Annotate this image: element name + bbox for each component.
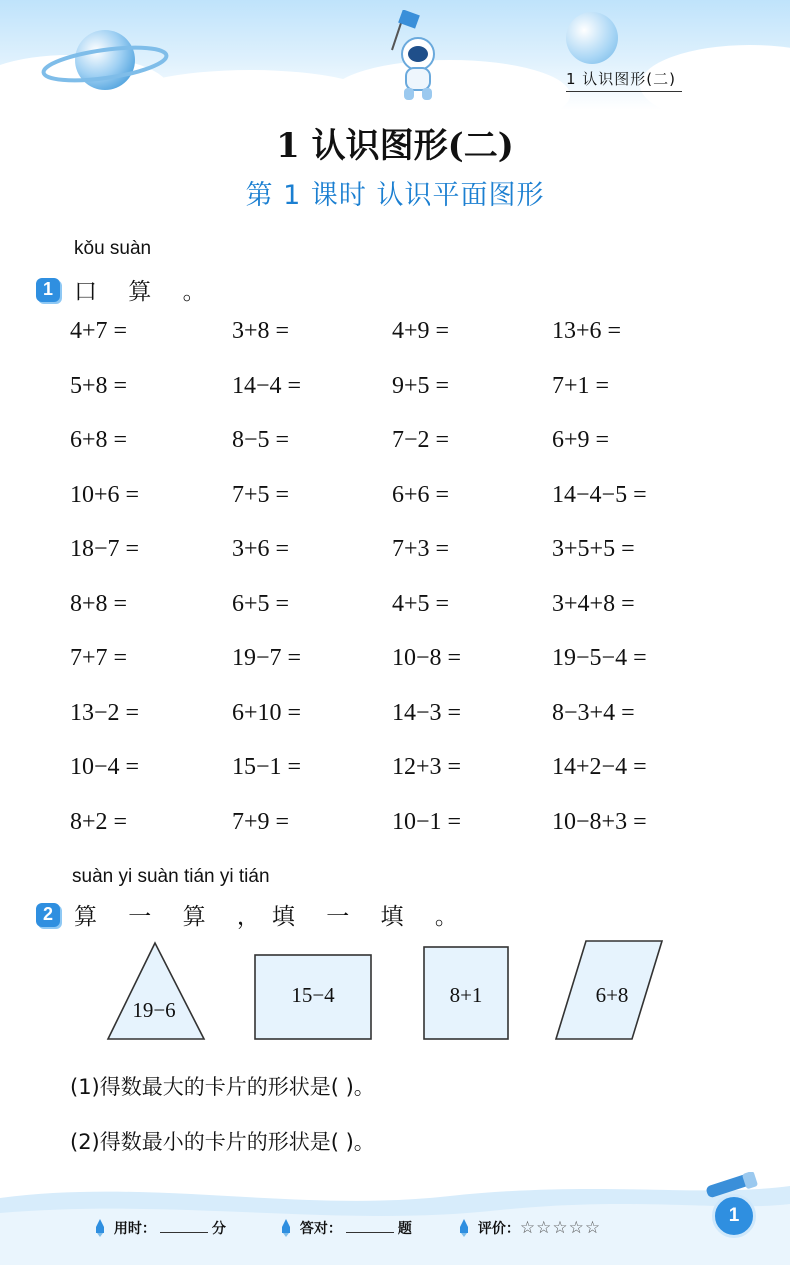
equation-item[interactable]: 13−2 = — [70, 699, 140, 726]
equation-item[interactable]: 10−4 = — [70, 754, 140, 780]
triangle-card — [108, 943, 204, 1039]
equation-item[interactable]: 12+3 = — [392, 754, 462, 780]
equation-item[interactable]: 7+3 = — [392, 536, 450, 562]
section2-heading — [36, 898, 470, 931]
equation-item[interactable]: 5+8 = — [70, 372, 128, 399]
lesson-subtitle: 第 1 课时 认识平面图形 — [245, 180, 545, 211]
correct-blank[interactable] — [346, 1220, 394, 1233]
section1-heading — [36, 273, 218, 306]
equation-item[interactable]: 14−3 = — [392, 699, 462, 726]
equation-item[interactable]: 6+10 = — [232, 699, 302, 726]
equation-item[interactable]: 9+5 = — [392, 372, 450, 399]
equation-item[interactable]: 4+5 = — [392, 590, 450, 617]
equation-item[interactable]: 18−7 = — [70, 536, 140, 562]
running-head: 1 认识图形(二) — [566, 68, 682, 92]
parallelogram-card-expr: 6+8 — [595, 983, 629, 1007]
equation-item[interactable]: 8−5 = — [232, 427, 290, 453]
page-title: 1 认识图形(二) — [276, 126, 514, 166]
section2-number-badge: 2 — [36, 903, 60, 927]
page-number: 1 — [712, 1194, 756, 1238]
section1-pinyin: kǒu suàn — [74, 238, 152, 259]
equation-item[interactable]: 15−1 = — [232, 754, 302, 780]
equation-item[interactable]: 14+2−4 = — [552, 754, 647, 780]
footer-time-label: 用时： — [113, 1221, 156, 1237]
section1-title: 口 算 。 — [74, 279, 218, 305]
equation-item[interactable]: 3+4+8 = — [552, 590, 635, 617]
equation-item[interactable]: 6+6 = — [392, 481, 450, 508]
rocket-icon — [280, 1219, 292, 1237]
rocket-icon — [94, 1219, 106, 1237]
equation-item[interactable]: 7+5 = — [232, 481, 290, 508]
equation-item[interactable]: 4+7 = — [70, 318, 128, 344]
moon-icon — [566, 12, 618, 64]
footer-time — [94, 1218, 226, 1238]
footer-rating-label: 评价： — [477, 1221, 520, 1237]
equation-item[interactable]: 7+7 = — [70, 645, 128, 671]
equation-item[interactable]: 7−2 = — [392, 427, 450, 453]
square-card-expr: 8+1 — [449, 983, 483, 1007]
equation-item[interactable]: 19−7 = — [232, 645, 302, 671]
planet-icon — [40, 18, 170, 100]
equation-item[interactable]: 7+9 = — [232, 808, 290, 835]
triangle-card-expr: 19−6 — [132, 998, 176, 1022]
equation-item[interactable]: 8+8 = — [70, 590, 128, 617]
equation-item[interactable]: 10−8+3 = — [552, 808, 647, 835]
equation-item[interactable]: 10−1 = — [392, 808, 462, 835]
equation-item[interactable]: 3+5+5 = — [552, 536, 635, 562]
section1-number-badge: 1 — [36, 278, 60, 302]
rating-stars[interactable]: ☆☆☆☆☆ — [519, 1218, 602, 1238]
equation-item[interactable]: 10+6 = — [70, 481, 140, 508]
astronaut-icon — [382, 10, 446, 106]
equation-item[interactable]: 7+1 = — [552, 372, 610, 399]
section2-title: 算 一 算 ，填 一 填 。 — [74, 904, 470, 930]
equation-item[interactable]: 14−4−5 = — [552, 481, 647, 508]
footer-rating — [458, 1218, 601, 1238]
equation-item[interactable]: 4+9 = — [392, 318, 450, 344]
equation-item[interactable]: 3+8 = — [232, 318, 290, 344]
question-2: (2)得数最小的卡片的形状是( )。 — [70, 1130, 375, 1154]
rocket-icon — [458, 1219, 470, 1237]
footer-background — [0, 1168, 790, 1265]
footer-time-unit: 分 — [211, 1221, 226, 1237]
question-1: (1)得数最大的卡片的形状是( )。 — [70, 1075, 375, 1099]
equation-item[interactable]: 3+6 = — [232, 536, 290, 562]
equation-item[interactable]: 6+5 = — [232, 590, 290, 617]
equation-item[interactable]: 8+2 = — [70, 808, 128, 835]
equation-item[interactable]: 13+6 = — [552, 318, 622, 344]
equation-item[interactable]: 8−3+4 = — [552, 699, 635, 726]
equation-item[interactable]: 19−5−4 = — [552, 645, 647, 671]
rectangle-card-expr: 15−4 — [291, 983, 335, 1007]
equation-item[interactable]: 6+9 = — [552, 427, 610, 453]
equation-item[interactable]: 6+8 = — [70, 427, 128, 453]
footer-correct — [280, 1218, 412, 1238]
equation-item[interactable]: 14−4 = — [232, 372, 302, 399]
section2-pinyin: suàn yi suàn tián yi tián — [72, 866, 270, 887]
equation-item[interactable]: 10−8 = — [392, 645, 462, 671]
time-blank[interactable] — [160, 1220, 208, 1233]
footer-correct-label: 答对： — [299, 1221, 342, 1237]
footer-correct-unit: 题 — [397, 1221, 412, 1237]
